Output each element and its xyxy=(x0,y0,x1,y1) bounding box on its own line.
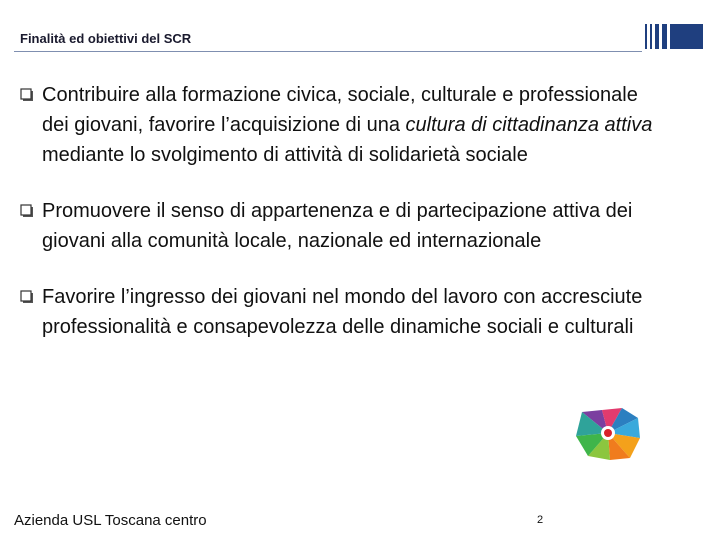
bullet-item xyxy=(20,282,660,342)
servizio-civile-pinwheel-logo xyxy=(574,404,642,462)
bullet-item xyxy=(20,196,660,256)
bullet-text: Favorire l’ingresso dei giovani nel mondo del lavoro con accresciute professionalità e consapevolezza delle dinamiche sociali e culturali xyxy=(42,286,643,338)
bullet-text: Contribuire alla formazione civica, sociale, culturale e professionale dei giovani, favorire l’acquisizione di una cultura di cittadinanza attiva mediante lo svolgimento di attività di solidarietà sociale xyxy=(42,84,653,166)
bullet-list xyxy=(20,80,660,368)
bullet-text: Promuovere il senso di appartenenza e di partecipazione attiva dei giovani alla comunità locale, nazionale ed internazionale xyxy=(42,200,633,252)
brand-mark-icon xyxy=(645,24,703,49)
page-number: 2 xyxy=(537,514,544,526)
footer-organization: Azienda USL Toscana centro xyxy=(14,512,207,529)
checkbox-bullet-icon xyxy=(20,204,34,218)
header-divider xyxy=(14,51,642,52)
page-title: Finalità ed obiettivi del SCR xyxy=(20,31,192,46)
checkbox-bullet-icon xyxy=(20,88,34,102)
checkbox-bullet-icon xyxy=(20,290,34,304)
bullet-item xyxy=(20,80,660,170)
